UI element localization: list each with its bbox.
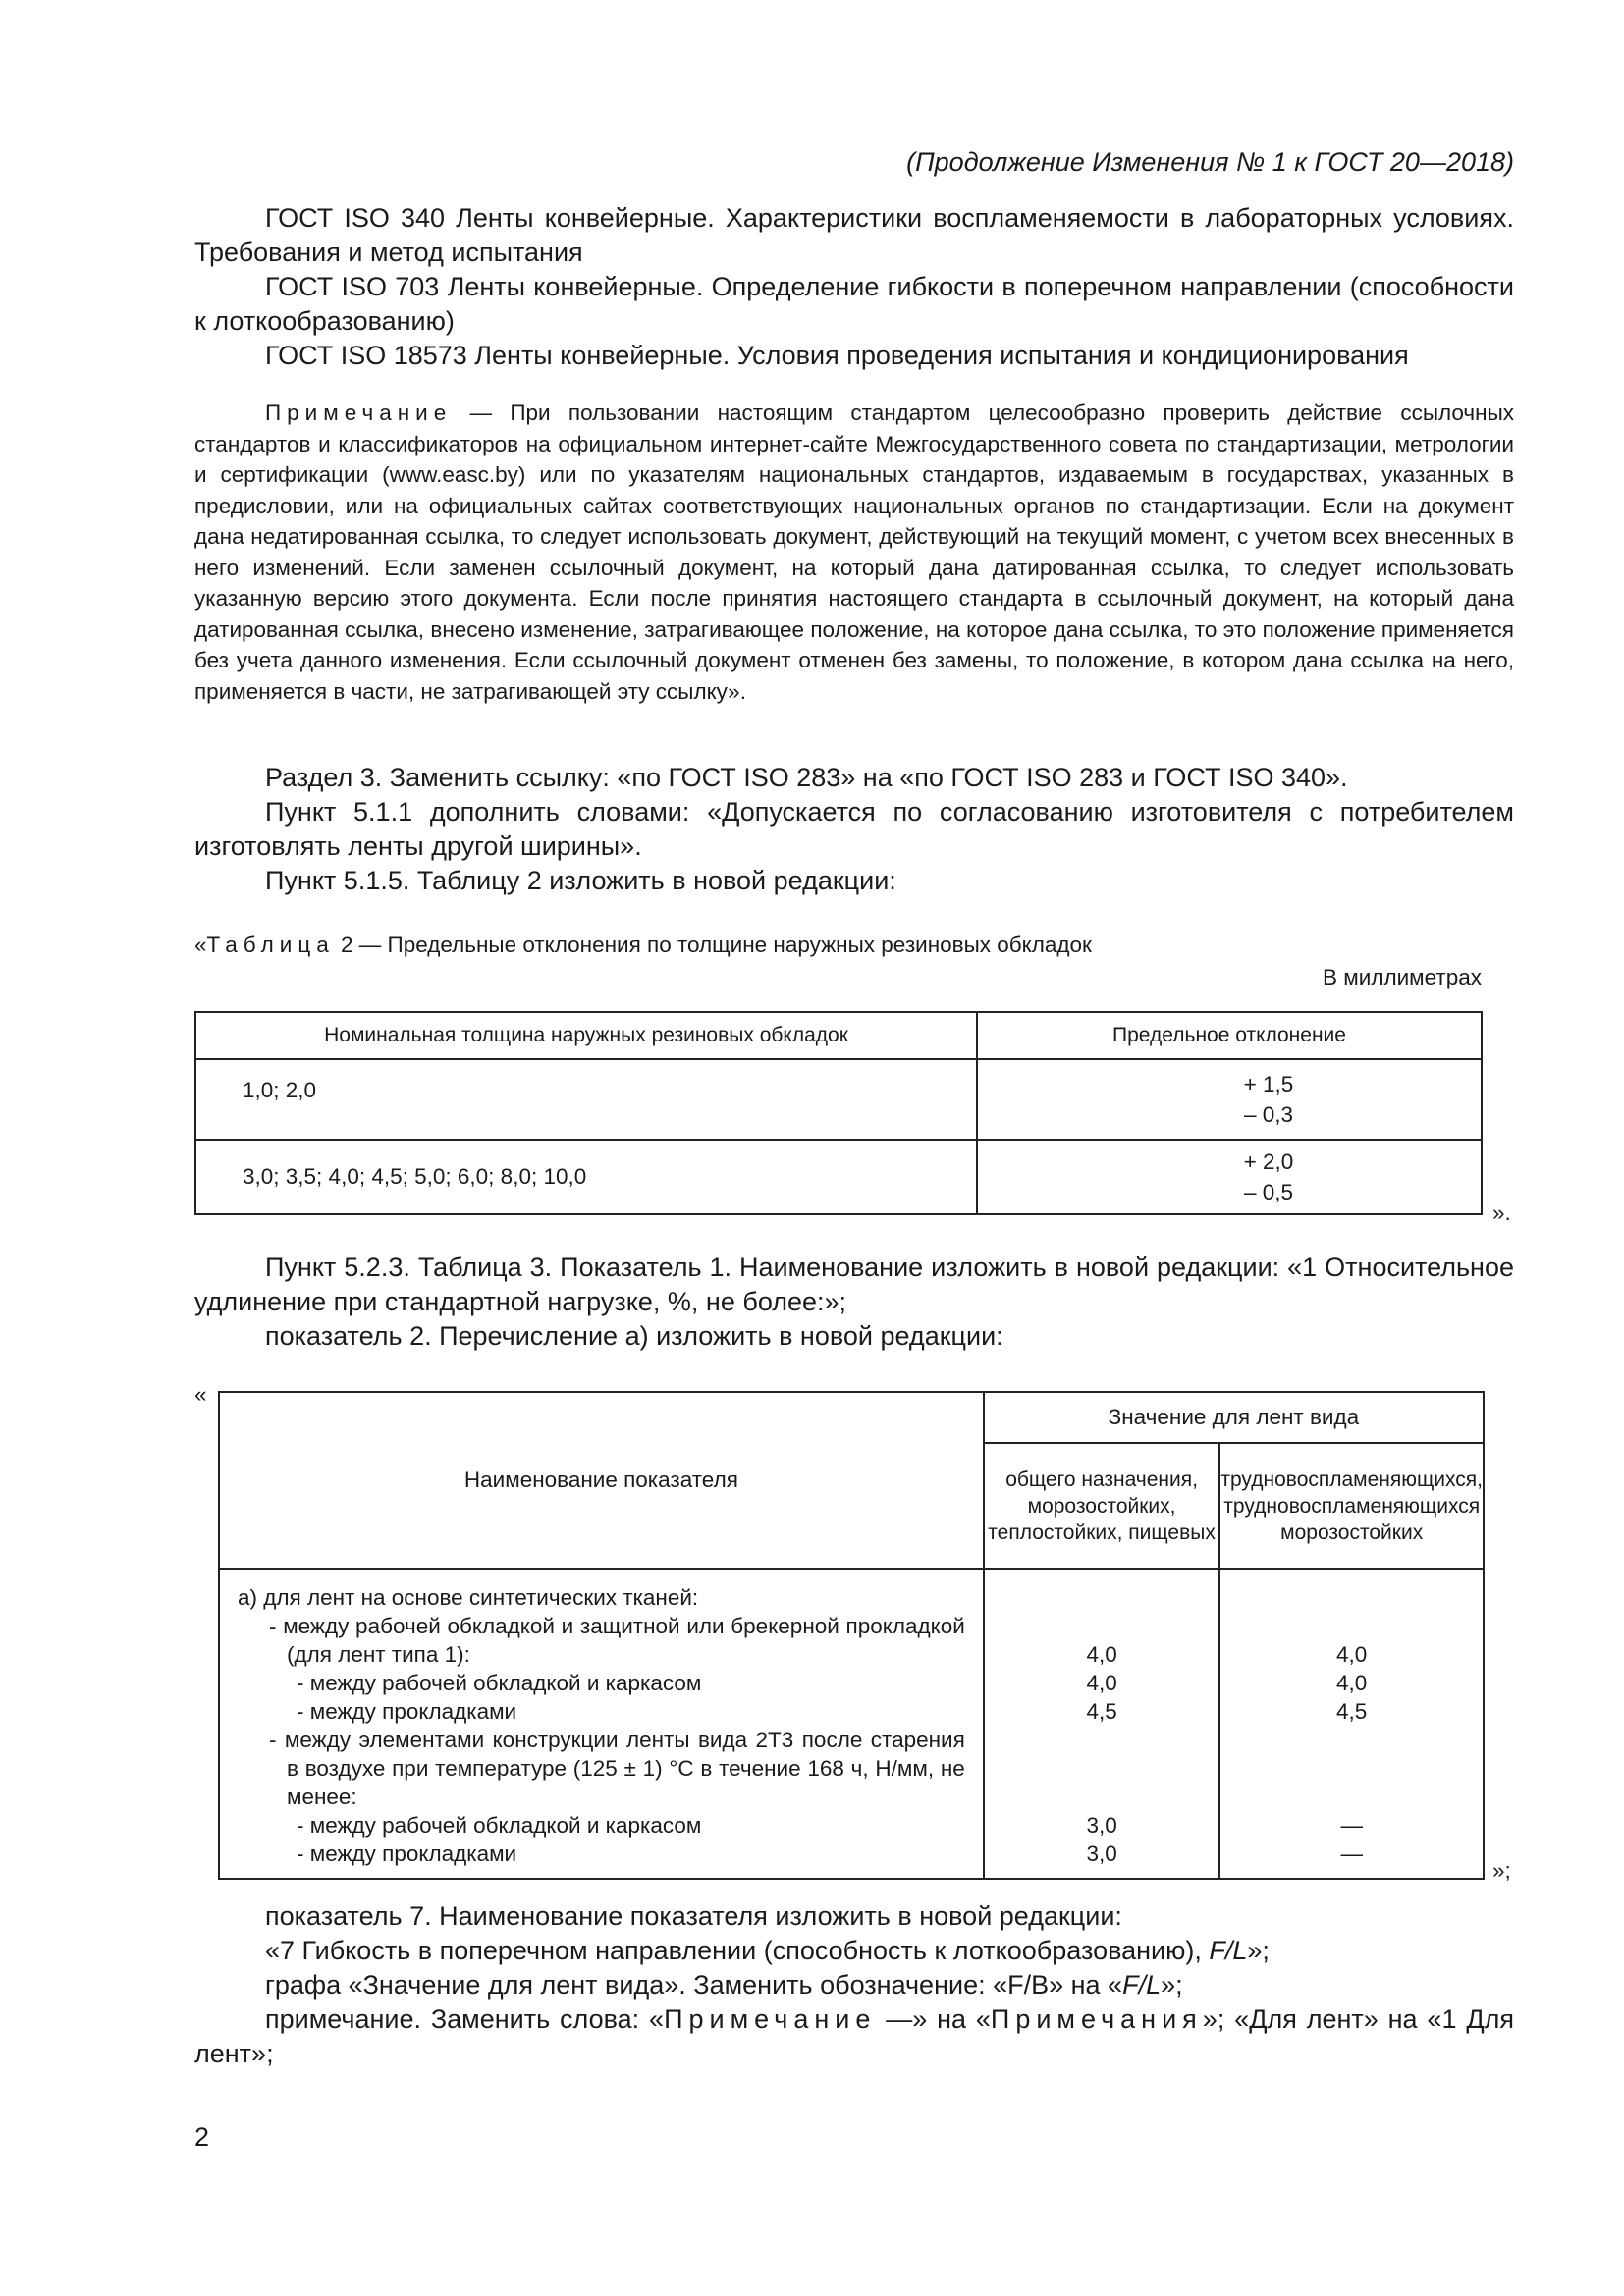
table3-header-col2: трудновоспламеняющихся, трудновоспламеняющихся морозостойких <box>1219 1443 1484 1569</box>
table2-caption-label: Таблица <box>206 933 335 957</box>
table2-header-deviation: Предельное отклонение <box>977 1012 1482 1059</box>
table3-header-name: Наименование показателя <box>219 1392 984 1569</box>
change-column-designation: графа «Значение для лент вида». Заменить обозначение: «F/B» на «F/L»; <box>265 1970 1183 2000</box>
note-paragraph <box>194 398 1514 707</box>
table2 <box>194 1011 1483 1215</box>
note-text: — При пользовании настоящим стандартом целесообразно проверить действие ссылочных стандартов и классификаторов на официальном интернет-сайте Межгосударственного совета по стандартизации, метрологии и сертификации (www.easc.by) или по указателям национальных стандартов, издаваемым в государствах, указанных в предисловии, или на официальных сайтах соответствующих национальных органов по стандартизации. Если на документ дана недатированная ссылка, то следует использовать документ, действующий на текущий момент, с учетом всех внесенных в него изменений. Если заменен ссылочный документ, на который дана датированная ссылка, то следует использовать указанную версию этого документа. Если после принятия настоящего стандарта в ссылочный документ, на который дана датированная ссылка, внесено изменение, затрагивающее положение, на которое дана ссылка, то это положение применяется без учета данного изменения. Если ссылочный документ отменен без замены, то положение, в котором дана ссылка на него, применяется в части, не затрагивающей эту ссылку». <box>194 400 1514 704</box>
table3-close-quote: »; <box>1492 1858 1511 1883</box>
table3-cell-indicators: а) для лент на основе синтетических тканей: - между рабочей обкладкой и защитной или брекерной прокладкой (для лент типа 1): - между рабочей обкладкой и каркасом - между прокладками - между элементами конструкции ленты вида 2Т3 после старения в воздухе при температуре (125 ± 1) °С в течение 168 ч, Н/мм, не менее: - между рабочей обкладкой и каркасом - между прокладками <box>219 1569 984 1879</box>
change-5-1-5: Пункт 5.1.5. Таблицу 2 изложить в новой редакции: <box>265 866 896 895</box>
table-row <box>195 1059 1482 1140</box>
note-label: Примечание <box>265 400 453 425</box>
change-section-3: Раздел 3. Заменить ссылку: «по ГОСТ ISO 283» на «по ГОСТ ISO 283 и ГОСТ ISO 340». <box>265 763 1348 792</box>
change-indicator-7: показатель 7. Наименование показателя изложить в новой редакции: <box>265 1901 1122 1931</box>
table3-cell-col2-values: 4,0 4,0 4,5 — — <box>1219 1569 1484 1879</box>
ref-gost-iso-340: ГОСТ ISO 340 Ленты конвейерные. Характеристики воспламеняемости в лабораторных условиях. Требования и метод испытания <box>194 203 1514 267</box>
change-5-1-1: Пункт 5.1.1 дополнить словами: «Допускается по согласованию изготовителя с потребителем изготовлять ленты другой ширины». <box>194 797 1514 861</box>
changes-block-2 <box>194 1251 1514 1354</box>
change-note-words: примечание. Заменить слова: «Примечание —» на «Примечания»; «Для лент» на «1 Для лент»; <box>194 2004 1514 2068</box>
ref-gost-iso-18573: ГОСТ ISO 18573 Ленты конвейерные. Условия проведения испытания и кондиционирования <box>265 341 1409 370</box>
change-indicator-2: показатель 2. Перечисление а) изложить в новой редакции: <box>265 1321 1003 1351</box>
references-block <box>194 201 1514 373</box>
table2-close-quote: ». <box>1492 1201 1511 1225</box>
continuation-header: (Продолжение Изменения № 1 к ГОСТ 20—2018) <box>906 147 1514 177</box>
table2-caption: «Таблица 2 — Предельные отклонения по толщине наружных резиновых обкладок <box>194 933 1092 957</box>
table3-header-col1: общего назначения, морозостойких, теплостойких, пищевых <box>984 1443 1220 1569</box>
table2-cell-thickness: 1,0; 2,0 <box>195 1059 977 1140</box>
changes-block <box>194 761 1514 898</box>
table2-cell-thickness: 3,0; 3,5; 4,0; 4,5; 5,0; 6,0; 8,0; 10,0 <box>195 1140 977 1214</box>
table3-open-quote: « <box>194 1382 207 1407</box>
table2-units: В миллиметрах <box>1323 965 1482 989</box>
table-row <box>219 1569 1484 1879</box>
page-number: 2 <box>194 2122 210 2152</box>
table3-cell-col1-values: 4,0 4,0 4,5 3,0 3,0 <box>984 1569 1220 1879</box>
table3-header-group: Значение для лент вида <box>984 1392 1484 1443</box>
change-5-2-3: Пункт 5.2.3. Таблица 3. Показатель 1. Наименование изложить в новой редакции: «1 Относительное удлинение при стандартной нагрузке, %, не более:»; <box>194 1253 1514 1316</box>
change-indicator-7-text: «7 Гибкость в поперечном направлении (способность к лоткообразованию), F/L»; <box>265 1936 1270 1965</box>
table2-cell-deviation: + 2,0 – 0,5 <box>977 1140 1482 1214</box>
changes-block-3 <box>194 1899 1514 2071</box>
table2-cell-deviation: + 1,5 – 0,3 <box>977 1059 1482 1140</box>
table3 <box>218 1391 1485 1880</box>
ref-gost-iso-703: ГОСТ ISO 703 Ленты конвейерные. Определение гибкости в поперечном направлении (способности к лоткообразованию) <box>194 272 1514 336</box>
table-row <box>195 1140 1482 1214</box>
table2-header-thickness: Номинальная толщина наружных резиновых обкладок <box>195 1012 977 1059</box>
